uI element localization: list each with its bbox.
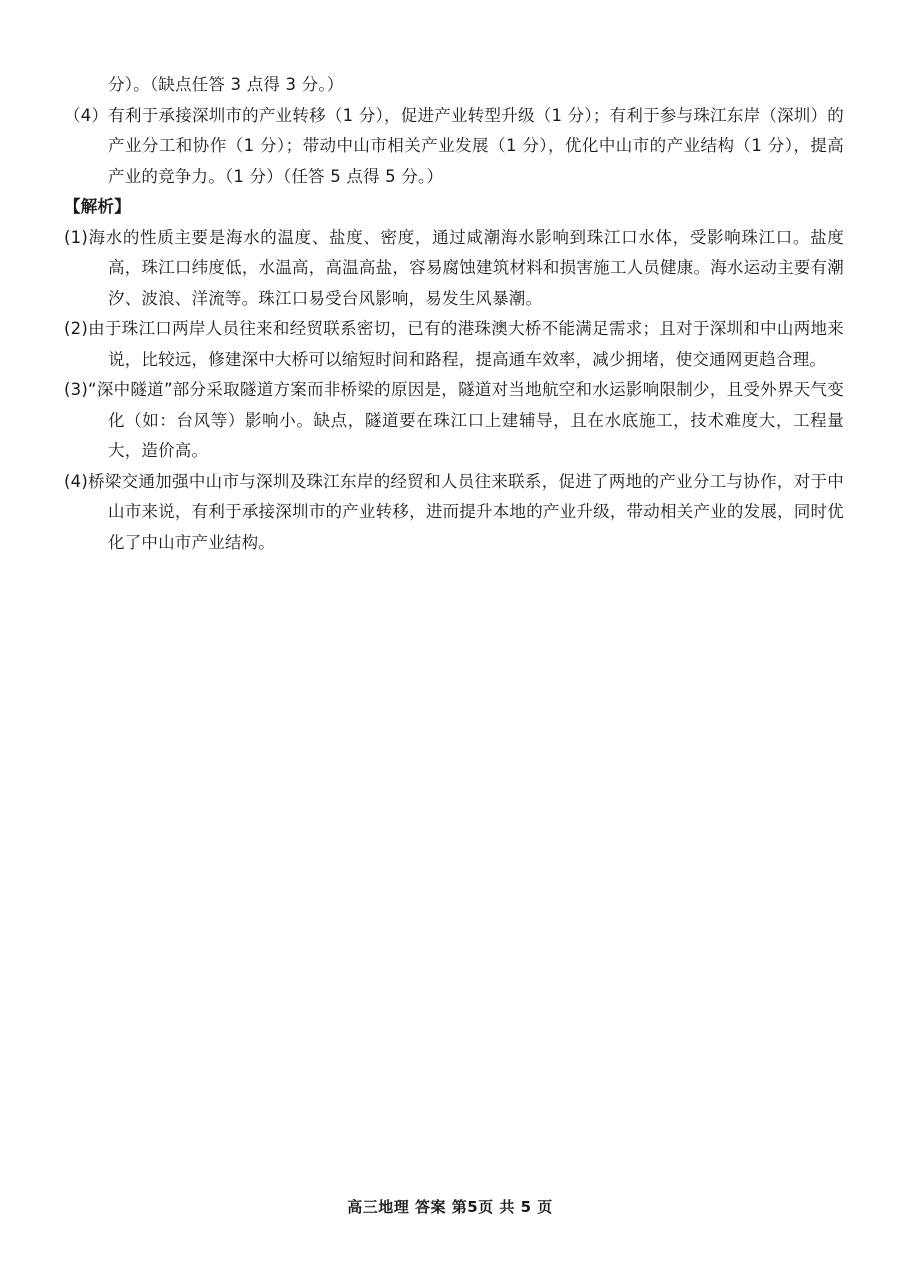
analysis-item-text: 桥梁交通加强中山市与深圳及珠江东岸的经贸和人员往来联系，促进了两地的产业分工与协作，对于中山市来说，有利于承接深圳市的产业转移，进而提升本地的产业升级，带动相关产业的发展，同时优化了中山市产业结构。 (87, 471, 844, 552)
continuation-text: 分）。（缺点任答 3 点得 3 分。） (108, 75, 344, 94)
analysis-item-4 (64, 467, 844, 559)
analysis-item-number: (1) (64, 227, 88, 247)
analysis-item-number: (2) (64, 319, 88, 338)
analysis-item-text: “深中隧道”部分采取隧道方案而非桥梁的原因是，隧道对当地航空和水运影响限制少，且受外界天气变化（如：台风等）影响小。缺点，隧道要在珠江口上建辅导，且在水底施工，技术难度大，工程量大，造价高。 (87, 380, 844, 460)
analysis-item-2 (64, 314, 844, 375)
analysis-item-3 (64, 375, 844, 467)
analysis-item-text: 由于珠江口两岸人员往来和经贸联系密切，已有的港珠澳大桥不能满足需求；且对于深圳和中山两地来说，比较远，修建深中大桥可以缩短时间和路程，提高通车效率，减少拥堵，使交通网更趋合理。 (87, 319, 844, 369)
analysis-item-text: 海水的性质主要是海水的温度、盐度、密度，通过咸潮海水影响到珠江口水体，受影响珠江口。盐度高，珠江口纬度低，水温高，高温高盐，容易腐蚀建筑材料和损害施工人员健康。海水运动主要有潮汐、波浪、洋流等。珠江口易受台风影响，易发生风暴潮。 (87, 227, 844, 308)
answer-content (64, 70, 844, 558)
analysis-heading: 【解析】 (64, 197, 131, 216)
analysis-item-number: (3) (64, 380, 88, 399)
analysis-item-number: (4) (64, 471, 88, 491)
answer-4 (64, 101, 844, 193)
answer-4-number: （4） (64, 105, 109, 125)
answer-4-text: 有利于承接深圳市的产业转移（1 分），促进产业转型升级（1 分）；有利于参与珠江东岸（深圳）的产业分工和协作（1 分）；带动中山市相关产业发展（1 分），优化中山市的产业结构（1 分），提高产业的竞争力。（1 分）（任答 5 点得 5 分。） (108, 105, 844, 186)
analysis-item-1 (64, 223, 844, 315)
page-footer: 高三地理 答案 第5页 共 5 页 (347, 1198, 553, 1216)
